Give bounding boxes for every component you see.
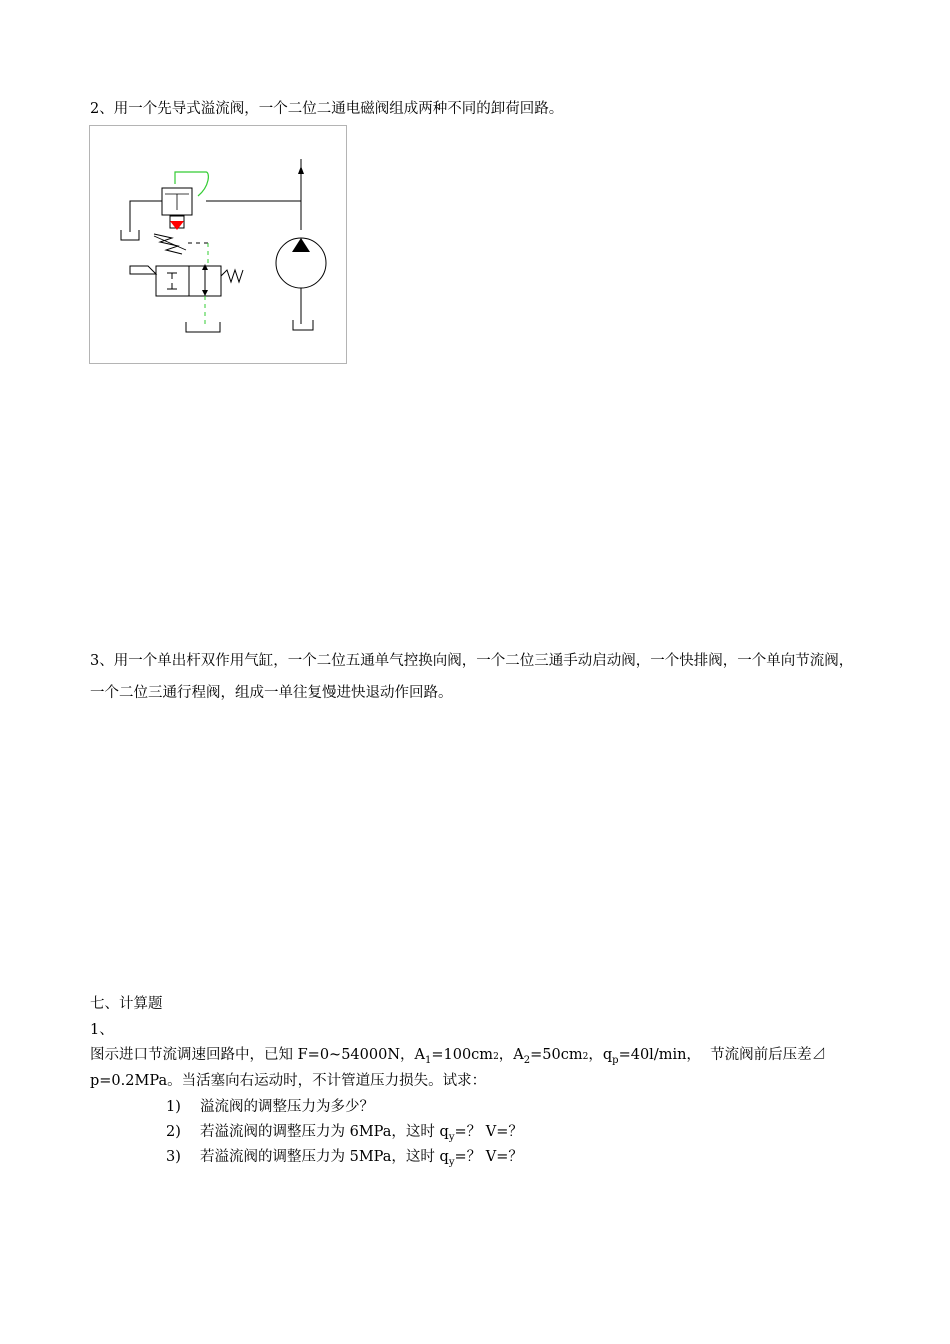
- calc-para-line-1: 图示进口节流调速回路中，已知 F=0~54000N，$A_1=100cm2$，$A_2=50cm2$，$q_p=40l/\min$， 节流阀前后压差⊿: [90, 1047, 827, 1066]
- list-item: 3) 若溢流阀的调整压力为 5MPa，这时 $q_y=$？ V=？: [166, 1149, 523, 1168]
- unloading-circuit-diagram: [89, 125, 347, 364]
- solenoid-tank-symbol: [186, 322, 220, 332]
- solenoid-valve-left: [156, 266, 189, 296]
- pump-tank-symbol: [293, 320, 313, 330]
- question-1-label: 1、: [90, 1022, 114, 1038]
- calc-para-line-2: p=0.2MPa。当活塞向右运动时，不计管道压力损失。试求：: [90, 1073, 487, 1089]
- pilot-spring: [154, 234, 182, 254]
- list-item: 2) 若溢流阀的调整压力为 6MPa，这时 $q_y=$？ V=？: [166, 1124, 523, 1143]
- question-2-text: 2、用一个先导式溢流阀，一个二位二通电磁阀组成两种不同的卸荷回路。: [90, 101, 564, 117]
- adjust-arrow: [154, 236, 186, 250]
- section-7-title: 七、计算题: [90, 996, 163, 1012]
- list-item: 1) 溢流阀的调整压力为多少？: [166, 1099, 374, 1115]
- return-spring: [221, 270, 243, 282]
- flow-arrow: [298, 166, 304, 174]
- relief-tank-line: [130, 201, 162, 232]
- question-3-text: 3、用一个单出杆双作用气缸，一个二位五通单气控换向阀，一个二位三通手动启动阀，一个快排阀，一个单向节流阀，一个二位三通行程阀，组成一单往复慢进快退动作回路。: [90, 653, 854, 701]
- solenoid-actuator: [130, 266, 156, 274]
